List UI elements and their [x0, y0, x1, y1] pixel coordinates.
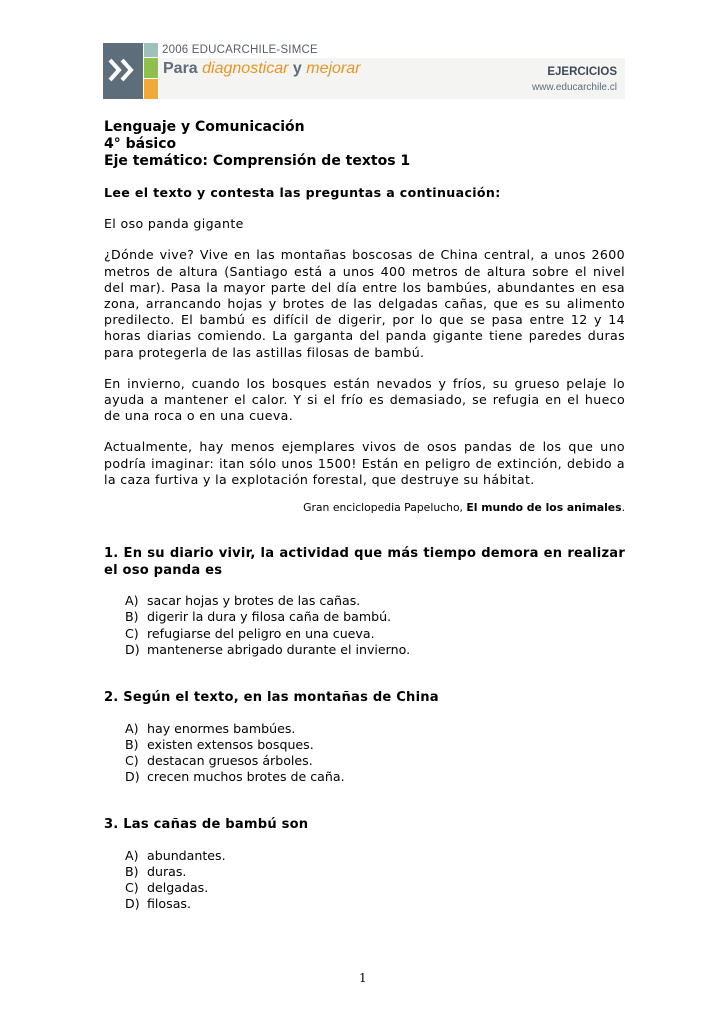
question-1-option-b: B) digerir la dura y filosa caña de bambú. — [125, 609, 392, 625]
instruction: Lee el texto y contesta las preguntas a continuación: — [104, 185, 501, 200]
question-2-option-d: D) crecen muchos brotes de caña. — [125, 769, 345, 785]
question-2-options — [104, 721, 625, 786]
question-3-option-a: A) abundantes. — [125, 847, 226, 863]
citation-source: Gran enciclopedia Papelucho, — [303, 501, 467, 515]
slogan-diagnosticar: diagnosticar — [202, 60, 289, 77]
page-number: 1 — [359, 971, 367, 985]
axis-title: Eje temático: Comprensión de textos 1 — [104, 153, 411, 169]
paragraph-3: Actualmente, hay menos ejemplares vivos de osos pandas de los que uno podría imaginar: itan sólo unos 1500! Están en peligro de extinción, debido a la caza furtiva y la explotación forestal, que destruye su hábitat. — [104, 439, 625, 487]
question-1-stem: 1. En su diario vivir, la actividad que más tiempo demora en realizar el oso panda es — [104, 546, 625, 578]
question-1-options — [104, 593, 625, 658]
question-3-option-d: D) filosas. — [125, 896, 191, 912]
question-3-options — [104, 848, 625, 913]
logo-square-orange — [144, 79, 158, 99]
question-2-option-a: A) hay enormes bambúes. — [125, 720, 296, 736]
question-1-option-a: A) sacar hojas y brotes de las cañas. — [125, 593, 361, 609]
slogan-mejorar: mejorar — [306, 60, 361, 77]
logo-mark — [103, 43, 143, 99]
paragraph-1: ¿Dónde vive? Vive en las montañas boscosas de China central, a unos 2600 metros de altura (Santiago está a unos 400 metros de altura sobre el nivel del mar). Pasa la mayor parte del día entre los bambúes, abundantes en esa zona, arrancando hojas y brotes de las delgadas cañas, que es su alimento predilecto. El bambú es difícil de digerir, por lo que se pasa entre 12 y 14 horas diarias comiendo. La garganta del panda gigante tiene paredes duras para protegerla de las astillas filosas de bambú. — [104, 247, 625, 360]
question-1-option-c: C) refugiarse del peligro en una cueva. — [125, 625, 375, 641]
double-chevron-icon — [107, 57, 137, 83]
question-2-stem: 2. Según el texto, en las montañas de China — [104, 690, 439, 706]
citation-work: El mundo de los animales — [466, 501, 622, 515]
banner-year: 2006 EDUCARCHILE-SIMCE — [162, 44, 318, 56]
question-2-option-c: C) destacan gruesos árboles. — [125, 752, 313, 768]
text-title: El oso panda gigante — [104, 216, 244, 232]
question-3-stem: 3. Las cañas de bambú son — [104, 817, 309, 833]
slogan-para: Para — [163, 60, 198, 77]
document-body — [104, 119, 625, 913]
logo-square-green — [144, 58, 158, 78]
banner-url: www.educarchile.cl — [531, 82, 617, 93]
question-3-option-c: C) delgadas. — [125, 880, 209, 896]
question-3-option-b: B) duras. — [125, 864, 187, 880]
grade-title: 4° básico — [104, 136, 177, 152]
subject-title: Lenguaje y Comunicación — [104, 119, 305, 135]
header-banner — [103, 43, 625, 103]
citation — [104, 500, 625, 516]
logo-square-teal — [144, 43, 158, 57]
question-1-option-d: D) mantenerse abrigado durante el invierno. — [125, 641, 411, 657]
question-2-option-b: B) existen extensos bosques. — [125, 736, 314, 752]
banner-section-label: EJERCICIOS — [547, 66, 617, 78]
citation-end: . — [621, 501, 625, 515]
slogan-y: y — [292, 60, 302, 77]
paragraph-2: En invierno, cuando los bosques están nevados y fríos, su grueso pelaje lo ayuda a mantener el calor. Y si el frío es demasiado, se refugia en el hueco de una roca o en una cueva. — [104, 375, 625, 424]
banner-slogan — [163, 60, 360, 78]
